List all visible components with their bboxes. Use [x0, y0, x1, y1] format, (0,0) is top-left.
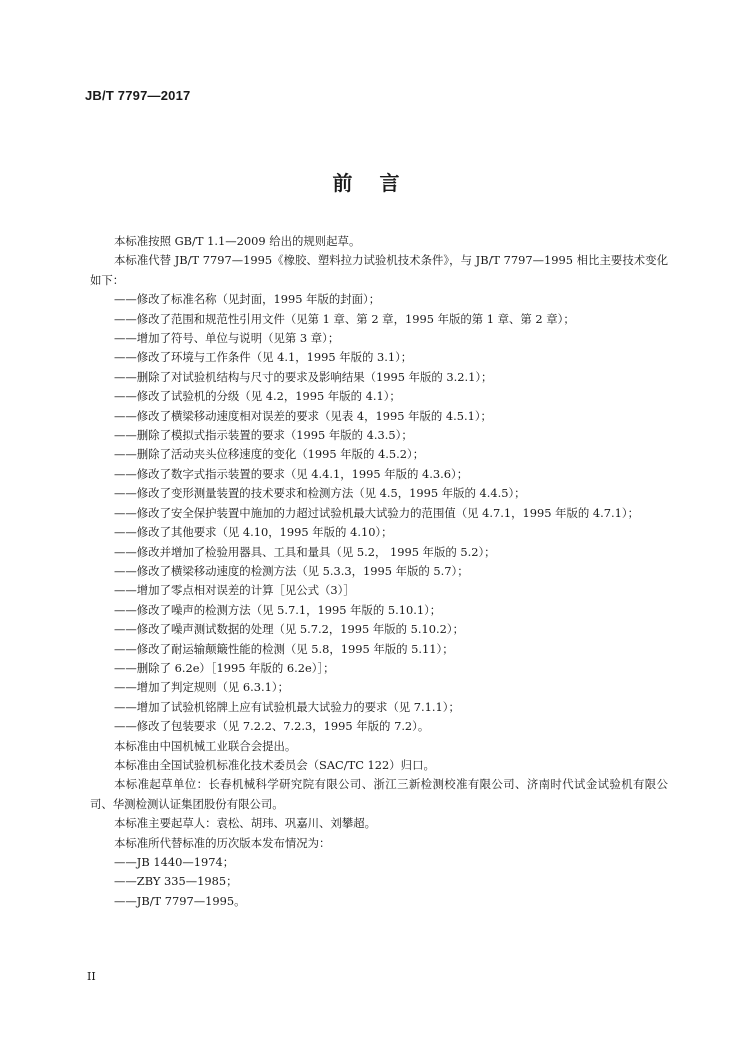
- list-item: ——增加了试验机铭牌上应有试验机最大试验力的要求（见 7.1.1）；: [114, 699, 460, 714]
- list-item: ——修改了环境与工作条件（见 4.1，1995 年版的 3.1）；: [114, 350, 413, 365]
- page-title: [0, 169, 733, 197]
- drafting-rule-paragraph: 本标准按照 GB/T 1.1—2009 给出的规则起草。: [114, 234, 361, 248]
- list-item: ——修改了噪声的检测方法（见 5.7.1，1995 年版的 5.10.1）；: [114, 602, 442, 617]
- history-intro-paragraph: 本标准所代替标准的历次版本发布情况为：: [114, 835, 331, 850]
- title-char-2: 言: [379, 171, 401, 195]
- list-item: ——修改了横梁移动速度的检测方法（见 5.3.3，1995 年版的 5.7）；: [114, 563, 469, 578]
- title-char-1: 前: [332, 171, 354, 195]
- list-item: ——修改了试验机的分级（见 4.2，1995 年版的 4.1）；: [114, 389, 401, 404]
- list-item: ——修改了数字式指示装置的要求（见 4.4.1，1995 年版的 4.3.6）；: [114, 466, 469, 481]
- list-item: ——增加了零点相对误差的计算［见公式（3）］: [114, 583, 355, 598]
- list-item: ——修改了包装要求（见 7.2.2、7.2.3，1995 年版的 7.2）。: [114, 719, 430, 734]
- list-item: ——删除了对试验机结构与尺寸的要求及影响结果（1995 年版的 3.2.1）；: [114, 369, 493, 384]
- replacement-paragraph: 本标准代替 JB/T 7797—1995《橡胶、塑料拉力试验机技术条件》，与 JB/T 7797—1995 相比主要技术变化如下：: [90, 253, 668, 287]
- list-item: ——修改了安全保护装置中施加的力超过试验机最大试验力的范围值（见 4.7.1，1995 年版的 4.7.1）；: [114, 505, 639, 520]
- list-item: ——JB/T 7797—1995。: [114, 893, 246, 908]
- list-item: ——ZBY 335—1985；: [114, 874, 238, 889]
- list-item: ——修改了噪声测试数据的处理（见 5.7.2，1995 年版的 5.10.2）；: [114, 622, 464, 637]
- proposer-paragraph: 本标准由中国机械工业联合会提出。: [114, 738, 297, 753]
- standard-code-header: JB/T 7797—2017: [85, 88, 191, 103]
- page-number: II: [87, 970, 96, 983]
- drafters-paragraph: 本标准主要起草人：袁松、胡玮、巩嘉川、刘攀超。: [114, 816, 376, 831]
- committee-paragraph: 本标准由全国试验机标准化技术委员会（SAC/TC 122）归口。: [114, 757, 435, 772]
- list-item: ——修改了变形测量装置的技术要求和检测方法（见 4.5，1995 年版的 4.4.5）；: [114, 486, 526, 501]
- list-item: ——增加了判定规则（见 6.3.1）；: [114, 680, 289, 695]
- history-list: [90, 853, 668, 911]
- changes-list: [90, 290, 668, 736]
- list-item: ——删除了模拟式指示装置的要求（1995 年版的 4.3.5）；: [114, 428, 413, 443]
- list-item: ——JB 1440—1974；: [114, 855, 235, 869]
- foreword-body: [90, 232, 668, 911]
- list-item: ——删除了 6.2e）［1995 年版的 6.2e）］；: [114, 660, 335, 675]
- list-item: ——修改了其他要求（见 4.10，1995 年版的 4.10）；: [114, 525, 393, 540]
- list-item: ——删除了活动夹头位移速度的变化（1995 年版的 4.5.2）；: [114, 447, 425, 462]
- drafting-units-paragraph: 本标准起草单位：长春机械科学研究院有限公司、浙江三新检测校准有限公司、济南时代试金试验机有限公司、华测检测认证集团股份有限公司。: [90, 777, 668, 811]
- list-item: ——增加了符号、单位与说明（见第 3 章）；: [114, 331, 340, 346]
- list-item: ——修改了标准名称（见封面，1995 年版的封面）；: [114, 292, 381, 307]
- list-item: ——修改了范围和规范性引用文件（见第 1 章、第 2 章，1995 年版的第 1 章、第 2 章）；: [114, 311, 575, 326]
- list-item: ——修改了横梁移动速度相对误差的要求（见表 4，1995 年版的 4.5.1）；: [114, 408, 492, 423]
- list-item: ——修改并增加了检验用器具、工具和量具（见 5.2， 1995 年版的 5.2）；: [114, 544, 496, 559]
- list-item: ——修改了耐运输颠簸性能的检测（见 5.8，1995 年版的 5.11）；: [114, 641, 454, 656]
